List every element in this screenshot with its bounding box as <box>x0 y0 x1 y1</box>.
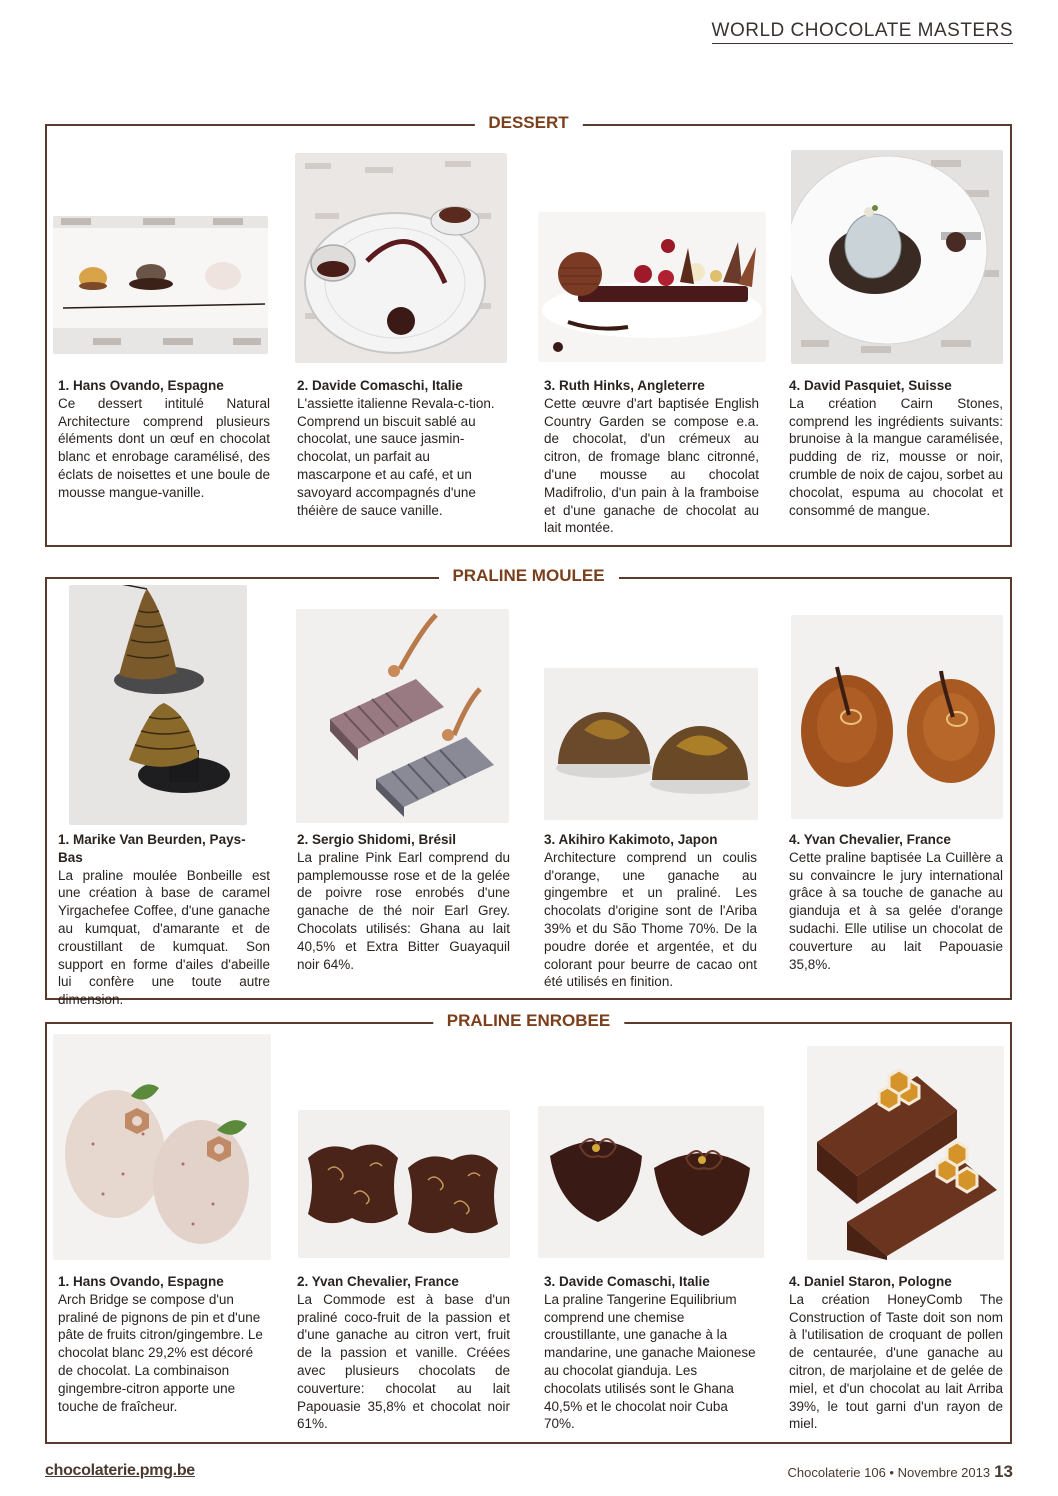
stone-dessert-bowl-photo <box>791 150 1003 364</box>
praline-enrobee-caption-4 <box>789 1273 1003 1433</box>
pink-bar-praline-photo <box>296 609 509 823</box>
garden-dessert-photo <box>538 212 766 362</box>
section-praline-moulee <box>45 566 1012 1008</box>
dessert-caption-3 <box>544 377 759 537</box>
praline-enrobee-caption-3 <box>544 1273 757 1433</box>
creation-description: La praline moulée Bonbeille est une création à base de caramel Yirgachefee Coffee, d'une ganache au kumquat, d'amarante et de croustillant de kumquat. Son support en forme d'ailes d'abeille lui confère une toute autre dimension. <box>58 867 270 1008</box>
chef-name: 4. David Pasquiet, Suisse <box>789 378 952 393</box>
website-link[interactable]: chocolaterie.pmg.be <box>45 1462 195 1479</box>
chef-name: 4. Yvan Chevalier, France <box>789 832 951 847</box>
chef-name: 2. Davide Comaschi, Italie <box>297 378 463 393</box>
issue-label: Chocolaterie 106 • Novembre 2013 <box>787 1465 991 1480</box>
tangerine-praline-photo <box>538 1106 764 1258</box>
creation-description: Ce dessert intitulé Natural Architecture comprend plusieurs éléments dont un œuf en chocolat blanc et enrobage caramélisé, des éclats de noisettes et une boule de mousse mangue-vanille. <box>58 395 270 500</box>
egg-praline-photo <box>53 1034 271 1260</box>
section-title: PRALINE MOULEE <box>438 566 618 586</box>
dessert-caption-1 <box>58 377 270 502</box>
dome-praline-photo <box>544 668 758 820</box>
page-number: 13 <box>994 1462 1013 1481</box>
creation-description: La Commode est à base d'un praliné coco-fruit de la passion et d'une ganache au citron vert, fruit de la passion et vanille. Créées avec plusieurs chocolats de couverture: chocolat au lait Papouasie 35,8% et chocolat noir 61%. <box>297 1291 510 1432</box>
praline-enrobee-caption-2 <box>297 1273 510 1433</box>
chef-name: 2. Sergio Shidomi, Brésil <box>297 832 457 847</box>
creation-description: Arch Bridge se compose d'un praliné de pignons de pin et d'une pâte de fruits citron/gingembre. Le chocolat blanc 29,2% est décoré de chocolat. La combinaison gingembre-citron apporte une touche de fraîcheur. <box>58 1291 263 1414</box>
creation-description: La praline Pink Earl comprend du pamplemousse rose et de la gelée de poivre rose enrobés d'une ganache de thé noir Earl Grey. Chocolats utilisés: Ghana au lait 40,5% et Extra Bitter Guayaquil noir 64%. <box>297 849 510 972</box>
chef-name: 1. Marike Van Beurden, Pays-Bas <box>58 832 246 865</box>
chef-name: 3. Ruth Hinks, Angleterre <box>544 378 705 393</box>
chef-name: 3. Davide Comaschi, Italie <box>544 1274 710 1289</box>
beehive-praline-photo <box>69 585 247 825</box>
praline-moulee-caption-1 <box>58 831 270 1009</box>
praline-moulee-caption-4 <box>789 831 1003 973</box>
praline-moulee-caption-2 <box>297 831 510 973</box>
creation-description: La praline Tangerine Equilibrium comprend une chemise croustillante, une ganache à la mandarine, une ganache Maionese au chocolat gianduja. Les chocolats utilisés sont le Ghana 40,5% et le chocolat noir Cuba 70%. <box>544 1291 756 1432</box>
issue-info <box>788 1462 1013 1482</box>
section-title: DESSERT <box>474 113 582 133</box>
chef-name: 2. Yvan Chevalier, France <box>297 1274 459 1289</box>
dessert-caption-2 <box>297 377 502 519</box>
chef-name: 1. Hans Ovando, Espagne <box>58 378 224 393</box>
magazine-section-header: WORLD CHOCOLATE MASTERS <box>712 20 1013 44</box>
glass-dome-dessert-photo <box>295 153 507 363</box>
creation-description: La création HoneyComb The Construction of Taste doit son nom à l'utilisation de croquant de pollen de centaurée, d'une ganache au citron, de marjolaine et de gelée de miel, et d'un chocolat au lait Arriba 39%, le tout garni d'un rayon de miel. <box>789 1291 1003 1432</box>
commode-praline-photo <box>298 1110 510 1258</box>
praline-enrobee-caption-1 <box>58 1273 270 1415</box>
chef-name: 4. Daniel Staron, Pologne <box>789 1274 952 1289</box>
dessert-plate-photo <box>53 216 268 354</box>
honeycomb-praline-photo <box>807 1046 1004 1260</box>
praline-moulee-caption-3 <box>544 831 757 991</box>
chef-name: 3. Akihiro Kakimoto, Japon <box>544 832 718 847</box>
dessert-caption-4 <box>789 377 1003 519</box>
spoon-praline-photo <box>791 615 1003 819</box>
chef-name: 1. Hans Ovando, Espagne <box>58 1274 224 1289</box>
section-title: PRALINE ENROBEE <box>433 1011 624 1031</box>
creation-description: La création Cairn Stones, comprend les ingrédients suivants: brunoise à la mangue caramélisée, pudding de riz, mousse or noir, crumble de noix de cajou, sorbet au chocolat, espuma au chocolat et consommé de mangue. <box>789 395 1003 518</box>
creation-description: Cette praline baptisée La Cuillère a su convaincre le jury international grâce à sa touche de ganache au gianduja et à sa gelée d'orange sudachi. Elle utilise un chocolat de couverture au lait Papouasie 35,8%. <box>789 849 1003 972</box>
section-praline-enrobee <box>45 1011 1012 1444</box>
creation-description: Cette œuvre d'art baptisée English Country Garden se compose e.a. de chocolat, d'un crémeux au citron, de fromage blanc citronné, d'une mousse au chocolat Madifrolio, d'un pain à la framboise et d'une ganache de chocolat au lait montée. <box>544 395 759 536</box>
creation-description: Architecture comprend un coulis d'orange, une ganache au gingembre et un praliné. Les chocolats d'origine sont de l'Ariba 39% et du São Thome 70%. De la poudre dorée et argentée, et du colorant pour beurre de cacao ont été utilisés en finition. <box>544 849 757 990</box>
creation-description: L'assiette italienne Revala-c-tion. Comprend un biscuit sablé au chocolat, une sauce jasmin-chocolat, un parfait au mascarpone et au café, et un savoyard accompagnés d'une théière de sauce vanille. <box>297 395 495 518</box>
section-dessert <box>45 113 1012 547</box>
